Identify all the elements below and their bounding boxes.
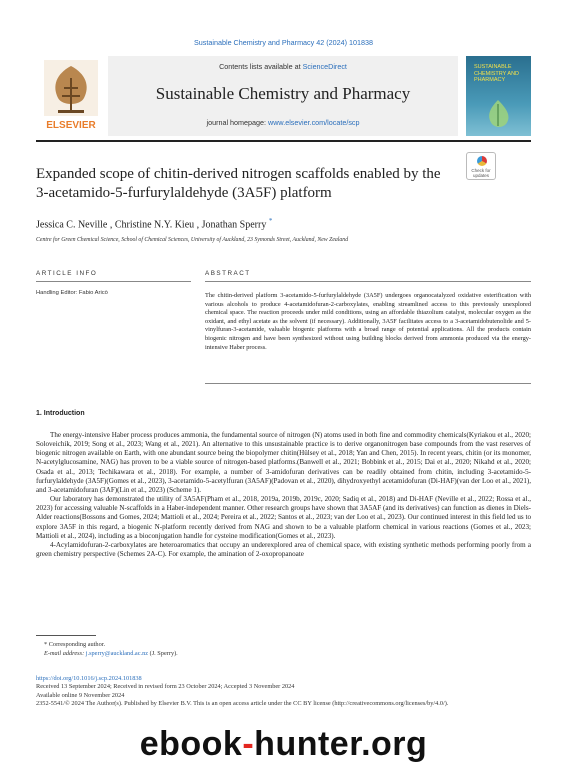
introduction-body [36,431,531,559]
watermark [0,725,567,764]
email-line [36,650,531,659]
elsevier-logo [36,56,106,136]
check-updates-label: Check for updates [471,168,491,178]
email-suffix: (J. Sperry). [148,649,178,657]
email-prefix: E-mail address: [44,649,86,657]
footnote-rule [36,635,96,636]
author-list [36,217,516,230]
sciencedirect-link[interactable]: ScienceDirect [302,62,347,71]
license-text: 2352-5541/© 2024 The Author(s). Published by Elsevier B.V. This is an open access article under the CC BY license (http://creativecommons.org/licenses/by/4.0/). [36,700,449,708]
elsevier-wordmark: ELSEVIER [46,120,96,131]
contents-prefix: Contents lists available at [219,62,303,71]
header-rule [36,140,531,142]
check-for-updates-button[interactable] [466,152,496,180]
homepage-line [108,118,458,127]
article-info-label: ARTICLE INFO [36,270,98,277]
received-dates: Received 13 September 2024; Received in revised form 23 October 2024; Accepted 3 November 2024 [36,683,295,691]
abstract-end-rule [205,383,531,384]
section-heading-introduction: 1. Introduction [36,410,85,417]
journal-banner [108,56,458,136]
journal-reference-link[interactable]: Sustainable Chemistry and Pharmacy 42 (2024) 101838 [194,38,373,47]
journal-header [36,56,531,136]
email-link[interactable]: j.sperry@auckland.ac.nz [85,649,149,657]
corresponding-author-note: * Corresponding author. [44,641,106,648]
cover-title: SUSTAINABLE CHEMISTRY AND PHARMACY [474,64,520,84]
available-online: Available online 9 November 2024 [36,691,125,699]
abstract-label: ABSTRACT [205,270,251,277]
homepage-link[interactable]: www.elsevier.com/locate/scp [268,118,360,127]
watermark-dash: - [242,725,255,763]
handling-editor: Handling Editor: Fabio Aricò [36,290,108,296]
doi-link[interactable]: https://doi.org/10.1016/j.scp.2024.101838 [36,675,142,682]
check-updates-icon [477,156,487,166]
article-footer [36,675,531,709]
article-title: Expanded scope of chitin-derived nitrogen scaffolds enabled by the 3-acetamido-5-furfurylaldehyde (3A5F) platform [36,166,441,201]
authors-text: Jessica C. Neville , Christine N.Y. Kieu , Jonathan Sperry [36,219,267,231]
intro-paragraph-1: The energy-intensive Haber process produces ammonia, the fundamental source of nitrogen (N) atoms used in both fine and commodity chemicals(Kyriakou et al., 2020; Soloveichik, 2019; Song et al., 2023; Wang et al., 2021). An alternative to this unsustainable practice is to derive organonitrogen base compounds from the vast reserves of biogenic nitrogen available on Earth, with one abundant source being the biopolymer chitin(Hülsey et al., 2018; Yan and Chen, 2015). In recent years, chitin (or its monomer, N-acetylglucosamine, NAG) has proven to be a viable source of nitrogen-based platforms.(Banwell et al., 2021; Bobbink et al., 2015; Dai et al., 2020; Nikahd et al., 2020; Osada et al., 2013; Techikawara et al., 2018). For example, a number of 3-amidofuran derivatives can be readily obtained from chitin, including 3-acetamido-5-furfurylaldehyde (3A5F)(Gomes et al., 2023), 3-acetamido-5-acetylfuran (3A5AF)(Padovan et al., 2020), dihydroxyethyl acetamidofuran (Di-HAF)(van der Loo et al., 2021), and 3-acetamidofuran (3AF)(Lin et al., 2023) (Scheme 1). [36,431,531,494]
intro-paragraph-3: 4-Acylamidofuran-2-carboxylates are heteroaromatics that occupy an underexplored area of chemical space, with existing synthetic methods performing poorly from a green chemistry perspective (Schemes 2A-C). For example, the amination of 2-oxopropanoate [36,540,531,559]
corresponding-author-mark[interactable]: * [268,217,273,225]
journal-title: Sustainable Chemistry and Pharmacy [155,84,411,103]
affiliation: Centre for Green Chemical Science, School of Chemical Sciences, University of Auckland, 23 Symonds Street, Auckland, New Zealand [36,237,349,243]
homepage-prefix: journal homepage: [206,118,269,127]
journal-cover-image[interactable] [466,56,531,136]
abstract-rule [205,281,531,282]
watermark-right: hunter.org [254,725,428,763]
article-info-rule [36,281,191,282]
intro-paragraph-2: Our laboratory has demonstrated the utility of 3A5AF(Pham et al., 2018, 2019a, 2019b, 2019c, 2020; Sadiq et al., 2018) and Di-HAF (Neville et al., 2022; Rossa et al., 2023) for accessing valuable N-scaffolds in a Haber-independent manner. Other research groups have shown that 3A5AF (and its derivatives) can function as dienes in Diels-Alder reactions(Bossons and Gomes, 2024; Mattioli et al., 2024; Pereira et al., 2022; Santos et al., 2023; van der Loo et al., 2023). Our continued interest in this field led us to explore 3A5F in this regard, a biogenic N-platform recently derived from NAG and shown to be a valuable platform chemical in various reactions (Gomes et al., 2023; Mattioli et al., 2024), including as a bioconjugation handle for cysteine modification(Gomes et al., 2023). [36,495,531,540]
watermark-left: ebook [139,725,243,763]
footnote [36,641,531,659]
contents-line [108,62,458,71]
abstract-text: The chitin-derived platform 3-acetamido-5-furfurylaldehyde (3A5F) undergoes organocatalyzed oxidative esterification with various alcohols to produce 4-acetamidofuran-2-carboxylates, enabling streamlined access to this previously unexplored chemical space. The reaction proceeds under mild conditions, using an affordable thiazolium catalyst, molecular oxygen as the oxidant, and ethyl acetate as the solvent (if necessary). Additionally, 3A5F facilitates access to a 3-acetamidobutenolide and 5-vinylfuran-3-acetamide, valuable biogenic platforms with a broad range of potential applications. All the products contain biogenic nitrogen and have been synthesized without using building blocks derived from ammonia produced via the energy-intensive Haber process. [205,292,531,351]
